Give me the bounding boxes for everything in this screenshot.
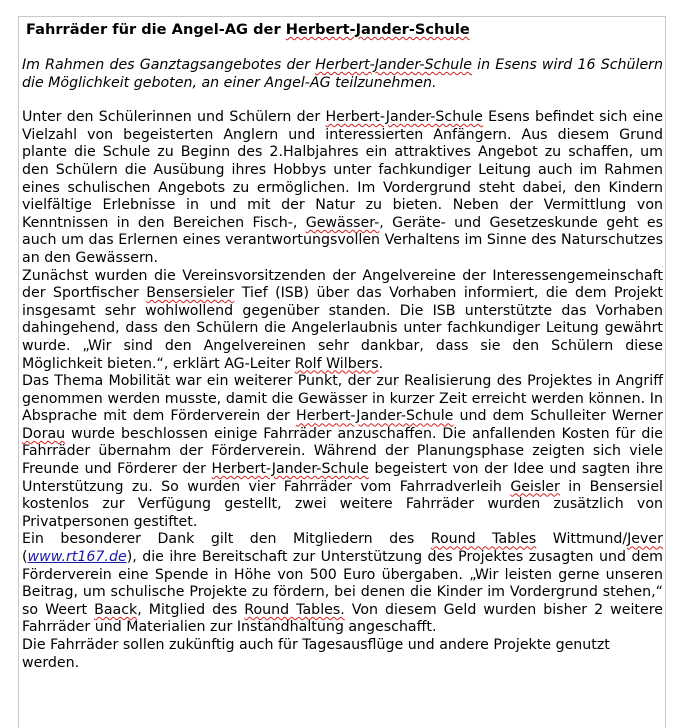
paragraph-text: ), die ihre Bereitschaft zur Unterstützung des Projektes zusagten und dem Förderverein eine Spende in Höhe von 500 Euro übergaben. „Wir leisten gerne unseren Beitrag, um schulische Projekte zu fördern, bei denen die Kinder im Vordergrund stehen,“ so Weert <box>22 549 663 618</box>
school-name: Herbert-Jander-Schule <box>285 21 470 38</box>
person-name: Baack <box>94 601 138 618</box>
paragraph-text: Zunächst wurden die Vereinsvorsitzenden der Angelvereine der Interessengemeinschaft der Sportfischer <box>22 267 663 302</box>
paragraph-text: und dem Schulleiter Werner <box>453 408 663 425</box>
paragraph-text: in Bensersiel kostenlos zur Verfügung gestellt, zwei weitere Fahrräder wurden zusätzlich von Privatpersonen gestiftet. <box>22 478 663 530</box>
paragraph-text: Unter den Schülerinnen und Schülern der <box>22 109 326 126</box>
intro-text: Im Rahmen des Ganztagsangebotes der <box>22 57 316 73</box>
person-name: Dorau <box>22 425 66 442</box>
school-name: Herbert-Jander-Schule <box>211 461 369 478</box>
spellcheck-word: Geisler <box>510 478 560 495</box>
paragraph-text: begeistert von der Idee und sagten ihre Unterstützung zu. So wurden vier Fahrräder vom Fahrradverleih <box>22 461 663 495</box>
paragraph-text: wurde beschlossen einige Fahrräder anzuschaffen. Die anfallenden Kosten für die Fahrräder übernahm der Förderverein. Während der Planungsphase zeigten sich viele Freunde und Förderer der <box>22 425 663 478</box>
paragraph-text: Wittmund/ <box>536 531 628 548</box>
spellcheck-word: Round Tables. <box>244 601 345 618</box>
paragraph-text: . <box>378 355 384 372</box>
paragraph-3 <box>22 373 663 531</box>
paragraph-text: Tief (ISB) über das Vorhaben informiert, die dem Projekt insgesamt sehr wohlwollend gegenüber standen. Die ISB unterstützte das Vorhaben dahingehend, dass den Schülern die Angelerlaubnis unter fachkundiger Leitung gewährt wurde. „Wir sind den Angelvereinen sehr dankbar, dass sie den Schülern diese Möglichkeit bieten.“, erklärt AG-Leiter <box>22 285 663 372</box>
paragraph-text: ( <box>22 549 28 566</box>
document-body <box>22 21 663 672</box>
paragraph-1 <box>22 109 663 267</box>
spellcheck-word: Round Tables <box>430 531 537 548</box>
intro-paragraph <box>22 57 663 92</box>
spellcheck-word: Gewässer- <box>305 214 380 231</box>
paragraph-text: Esens befindet sich eine Vielzahl von begeisterten Anglern und interessierten Anfängern. Aus diesem Grund plante die Schule zu Beginn des 2.Halbjahres ein attraktives Angebot zu schaffen, um den Schülern die Ausübung ihres Hobbys unter fachkundiger Leitung auch im Rahmen eines schulischen Angebots zu ermöglichen. Im Vordergrund steht dabei, den Kindern vielfältige Erlebnisse in und mit der Natur zu bieten. Neben der Vermittlung von Kenntnissen in den Bereichen Fisch-, <box>22 109 663 231</box>
paragraph-text: Von diesem Geld wurden bisher 2 weitere Fahrräder und Materialien zur Instandhaltung angeschafft. <box>22 601 663 636</box>
school-name: Herbert-Jander-Schule <box>296 408 454 425</box>
person-name: Rolf Wilbers <box>294 355 379 372</box>
paragraph-4 <box>22 531 663 637</box>
spellcheck-word: Jever <box>627 531 663 548</box>
paragraph-5 <box>22 637 663 672</box>
paragraph-text: , Geräte- und Gesetzeskunde geht es auch um das Erlernen eines verantwortungsvollen Verhaltens im Sinne des Naturschutzes an den Gewässern. <box>22 214 663 266</box>
spellcheck-word: Bensersieler <box>146 285 235 302</box>
title-text: Fahrräder für die Angel-AG der <box>26 21 286 38</box>
document-page <box>18 16 666 728</box>
school-name: Herbert-Jander-Schule <box>315 57 472 73</box>
paragraph-text: Das Thema Mobilität war ein weiterer Punkt, der zur Realisierung des Projektes in Angriff genommen werden musste, damit die Gewässer in kurzer Zeit erreicht werden können. In Absprache mit dem Förderverein der <box>22 373 663 425</box>
intro-text: in Esens wird 16 Schülern die Möglichkeit geboten, an einer Angel-AG teilzunehmen. <box>22 57 663 91</box>
paragraph-text: Ein besonderer Dank gilt den Mitgliedern des <box>22 531 431 548</box>
school-name: Herbert-Jander-Schule <box>325 109 483 126</box>
paragraph-text: Die Fahrräder sollen zukünftig auch für Tagesausflüge und andere Projekte genutzt werden. <box>22 637 610 671</box>
article-title <box>26 21 663 38</box>
website-link[interactable]: www.rt167.de <box>27 549 127 566</box>
paragraph-2 <box>22 268 663 374</box>
paragraph-text: , Mitglied des <box>137 601 245 618</box>
